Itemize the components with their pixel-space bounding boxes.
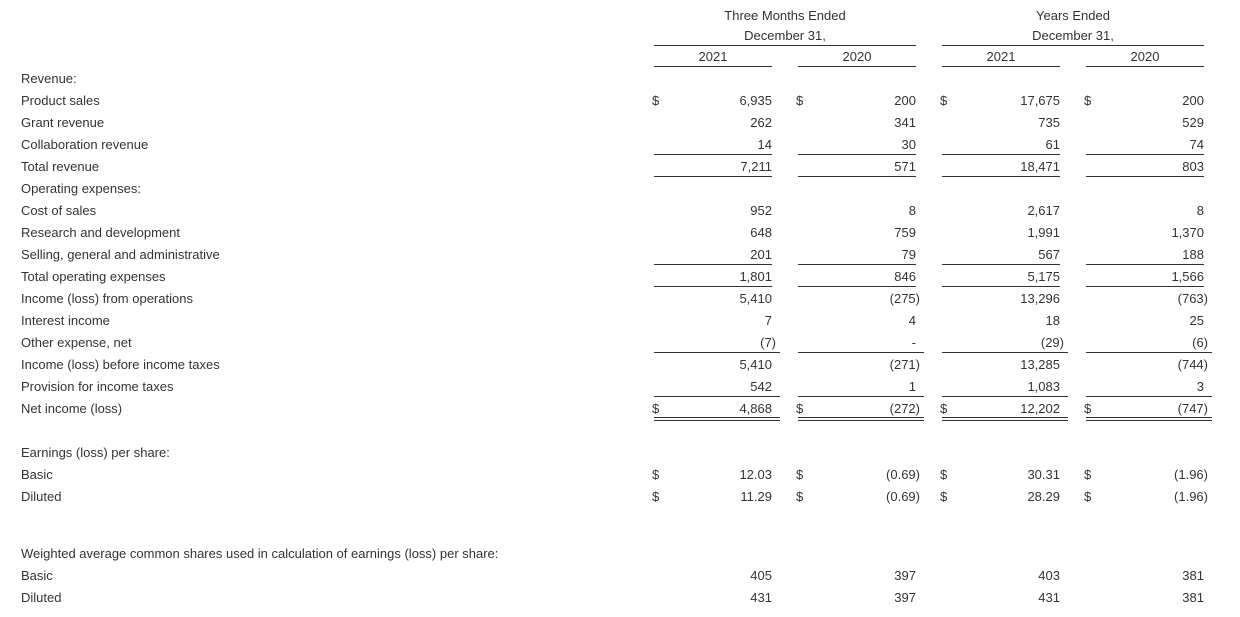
row-value: 571 — [894, 159, 916, 174]
year-rule — [942, 66, 1060, 67]
row-label: Basic — [21, 568, 53, 583]
row-value: (744) — [1177, 357, 1208, 372]
row-value: 61 — [1045, 137, 1060, 152]
row-value: (1.96) — [1174, 489, 1208, 504]
row-value: 403 — [1038, 568, 1060, 583]
row-value: 7 — [764, 313, 772, 328]
row-value: (7) — [760, 335, 776, 350]
double-total-rule — [942, 420, 1068, 421]
double-total-rule — [942, 417, 1068, 418]
row-label: Other expense, net — [21, 335, 132, 350]
row-value: 8 — [908, 203, 916, 218]
years-header: Years Ended — [1036, 8, 1110, 23]
row-value: 12,202 — [1020, 401, 1060, 416]
row-value: 567 — [1038, 247, 1060, 262]
year-rule — [1086, 66, 1204, 67]
double-total-rule — [1086, 417, 1212, 418]
row-value: 25 — [1189, 313, 1204, 328]
row-value: 529 — [1182, 115, 1204, 130]
currency-symbol: $ — [652, 401, 660, 416]
row-value: 14 — [757, 137, 772, 152]
subtotal-rule — [1086, 352, 1212, 353]
row-label: Cost of sales — [21, 203, 97, 218]
row-value: 1,566 — [1171, 269, 1204, 284]
row-value: 262 — [750, 115, 772, 130]
row-value: 846 — [894, 269, 916, 284]
subtotal-rule — [798, 176, 916, 177]
row-value: (271) — [889, 357, 920, 372]
header-rule — [942, 45, 1204, 46]
row-label: Diluted — [21, 590, 62, 605]
row-value: 381 — [1182, 590, 1204, 605]
subtotal-rule — [942, 154, 1060, 155]
row-value: 5,410 — [739, 291, 772, 306]
row-value: (1.96) — [1174, 467, 1208, 482]
currency-symbol: $ — [1084, 93, 1092, 108]
currency-symbol: $ — [940, 401, 948, 416]
row-value: 431 — [750, 590, 772, 605]
subtotal-rule — [654, 176, 772, 177]
double-total-rule — [654, 420, 780, 421]
currency-symbol: $ — [796, 93, 804, 108]
subtotal-rule — [798, 154, 916, 155]
row-value: 188 — [1182, 247, 1204, 262]
row-value: 431 — [1038, 590, 1060, 605]
subtotal-rule — [654, 352, 780, 353]
row-label: Total operating expenses — [21, 269, 166, 284]
subtotal-rule — [1086, 154, 1204, 155]
row-value: 4,868 — [739, 401, 772, 416]
row-value: (29) — [1040, 335, 1064, 350]
row-label: Income (loss) before income taxes — [21, 357, 220, 372]
row-label: Net income (loss) — [21, 401, 123, 416]
currency-symbol: $ — [652, 93, 660, 108]
total-rule — [942, 396, 1068, 397]
row-value: 13,296 — [1020, 291, 1060, 306]
three-months-subheader: December 31, — [744, 28, 826, 43]
row-value: 1,370 — [1171, 225, 1204, 240]
row-value: 6,935 — [739, 93, 772, 108]
row-value: 200 — [1182, 93, 1204, 108]
subtotal-rule — [1086, 264, 1204, 265]
year-header-y2021: 2021 — [986, 49, 1016, 64]
row-label: Selling, general and administrative — [21, 247, 220, 262]
currency-symbol: $ — [652, 467, 660, 482]
row-value: 8 — [1196, 203, 1204, 218]
total-rule — [1086, 396, 1212, 397]
row-value: 4 — [908, 313, 916, 328]
row-value: 341 — [894, 115, 916, 130]
header-rule — [654, 45, 916, 46]
row-value: 5,410 — [739, 357, 772, 372]
currency-symbol: $ — [940, 467, 948, 482]
double-total-rule — [798, 420, 924, 421]
row-value: 405 — [750, 568, 772, 583]
row-label: Product sales — [21, 93, 100, 108]
row-value: 1,801 — [739, 269, 772, 284]
currency-symbol: $ — [652, 489, 660, 504]
currency-symbol: $ — [1084, 467, 1092, 482]
subtotal-rule — [942, 286, 1060, 287]
row-label: Basic — [21, 467, 53, 482]
row-value: 11.29 — [740, 489, 772, 504]
row-value: 17,675 — [1020, 93, 1060, 108]
double-total-rule — [1086, 420, 1212, 421]
row-value: (272) — [889, 401, 920, 416]
row-value: 1,991 — [1027, 225, 1060, 240]
total-rule — [654, 396, 780, 397]
row-label: Weighted average common shares used in calculation of earnings (loss) per share: — [21, 546, 499, 561]
subtotal-rule — [942, 352, 1068, 353]
row-value: 1 — [908, 379, 916, 394]
double-total-rule — [798, 417, 924, 418]
subtotal-rule — [654, 264, 772, 265]
year-rule — [798, 66, 916, 67]
row-label: Total revenue — [21, 159, 100, 174]
row-label: Operating expenses: — [21, 181, 141, 196]
row-value: (0.69) — [886, 467, 920, 482]
row-label: Research and development — [21, 225, 180, 240]
three-months-header: Three Months Ended — [724, 8, 846, 23]
row-value: 12.03 — [739, 467, 772, 482]
row-value: 648 — [750, 225, 772, 240]
row-label: Revenue: — [21, 71, 77, 86]
double-total-rule — [654, 417, 780, 418]
year-header-y2020: 2020 — [1130, 49, 1160, 64]
currency-symbol: $ — [1084, 401, 1092, 416]
row-label: Interest income — [21, 313, 110, 328]
row-label: Diluted — [21, 489, 62, 504]
row-value: 542 — [750, 379, 772, 394]
row-value: 2,617 — [1027, 203, 1060, 218]
row-label: Grant revenue — [21, 115, 105, 130]
row-value: (275) — [889, 291, 920, 306]
years-subheader: December 31, — [1032, 28, 1114, 43]
currency-symbol: $ — [940, 93, 948, 108]
subtotal-rule — [942, 176, 1060, 177]
row-value: 1,083 — [1027, 379, 1060, 394]
row-value: 952 — [750, 203, 772, 218]
currency-symbol: $ — [796, 467, 804, 482]
row-value: 13,285 — [1020, 357, 1060, 372]
subtotal-rule — [942, 264, 1060, 265]
row-label: Collaboration revenue — [21, 137, 149, 152]
row-value: (763) — [1177, 291, 1208, 306]
year-header-q2021: 2021 — [698, 49, 728, 64]
year-header-q2020: 2020 — [842, 49, 872, 64]
row-value: 7,211 — [740, 159, 772, 174]
subtotal-rule — [798, 264, 916, 265]
row-value: 397 — [894, 568, 916, 583]
row-value: 397 — [894, 590, 916, 605]
row-value: 759 — [894, 225, 916, 240]
row-label: Earnings (loss) per share: — [21, 445, 170, 460]
currency-symbol: $ — [796, 401, 804, 416]
row-value: 74 — [1189, 137, 1204, 152]
subtotal-rule — [1086, 286, 1204, 287]
row-value: 735 — [1038, 115, 1060, 130]
row-value: 18,471 — [1020, 159, 1060, 174]
currency-symbol: $ — [796, 489, 804, 504]
total-rule — [798, 396, 924, 397]
row-value: 30 — [901, 137, 916, 152]
row-value: 200 — [894, 93, 916, 108]
row-value: 3 — [1196, 379, 1204, 394]
currency-symbol: $ — [1084, 489, 1092, 504]
row-value: 803 — [1182, 159, 1204, 174]
row-value: (747) — [1177, 401, 1208, 416]
subtotal-rule — [798, 352, 924, 353]
row-value: 381 — [1182, 568, 1204, 583]
subtotal-rule — [798, 286, 916, 287]
row-label: Income (loss) from operations — [21, 291, 193, 306]
row-value: (6) — [1192, 335, 1208, 350]
subtotal-rule — [654, 154, 772, 155]
year-rule — [654, 66, 772, 67]
row-value: (0.69) — [886, 489, 920, 504]
row-value: - — [911, 335, 916, 350]
row-value: 28.29 — [1027, 489, 1060, 504]
subtotal-rule — [1086, 176, 1204, 177]
row-label: Provision for income taxes — [21, 379, 174, 394]
row-value: 18 — [1045, 313, 1060, 328]
row-value: 79 — [901, 247, 916, 262]
row-value: 5,175 — [1027, 269, 1060, 284]
subtotal-rule — [654, 286, 772, 287]
row-value: 30.31 — [1027, 467, 1060, 482]
row-value: 201 — [750, 247, 772, 262]
currency-symbol: $ — [940, 489, 948, 504]
